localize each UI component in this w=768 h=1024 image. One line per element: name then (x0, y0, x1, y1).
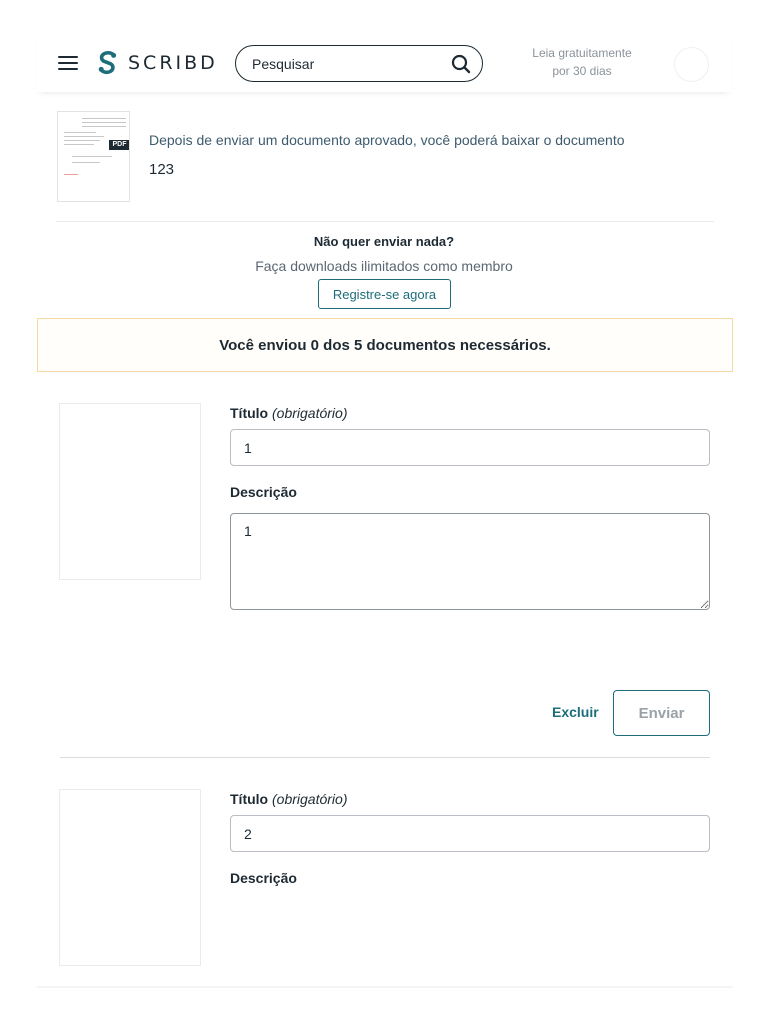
search-icon[interactable] (450, 53, 472, 75)
divider (37, 986, 733, 988)
title-label: Título (obrigatório) (230, 405, 348, 421)
description-label: Descrição (230, 870, 297, 886)
document-thumbnail (57, 111, 130, 202)
document-number: 123 (149, 161, 175, 178)
description-textarea[interactable] (230, 513, 710, 610)
title-input[interactable] (230, 429, 710, 466)
description-label: Descrição (230, 484, 297, 500)
search-input[interactable] (252, 56, 450, 72)
trial-line-2: por 30 dias (552, 64, 612, 78)
logo-text: SCRIBD (128, 52, 218, 74)
scribd-logo[interactable] (96, 50, 218, 76)
upload-thumbnail (59, 403, 201, 580)
scribd-logo-icon (96, 50, 120, 76)
prompt-title: Não quer enviar nada? (313, 234, 455, 249)
search-bar (235, 45, 483, 82)
banner-text: Você enviou 0 dos 5 documentos necessários. (219, 336, 551, 354)
divider (60, 757, 710, 758)
free-trial-link[interactable] (506, 44, 658, 80)
send-button[interactable]: Enviar (613, 690, 710, 736)
avatar[interactable] (674, 47, 709, 82)
title-label: Título (obrigatório) (230, 791, 348, 807)
required-hint: (obrigatório) (272, 791, 348, 807)
title-input[interactable] (230, 815, 710, 852)
trial-line-1: Leia gratuitamente (532, 46, 632, 60)
prompt-subtitle: Faça downloads ilimitados como membro (255, 258, 513, 274)
download-message: Depois de enviar um documento aprovado, você poderá baixar o documento (149, 132, 625, 148)
delete-link[interactable]: Excluir (552, 704, 599, 720)
menu-icon[interactable] (58, 56, 78, 70)
top-header (36, 30, 732, 92)
pdf-badge: PDF (109, 140, 130, 150)
required-hint: (obrigatório) (272, 405, 348, 421)
register-button[interactable]: Registre-se agora (318, 279, 451, 309)
upload-progress-banner (37, 318, 733, 372)
divider (56, 221, 714, 222)
upload-thumbnail (59, 789, 201, 966)
